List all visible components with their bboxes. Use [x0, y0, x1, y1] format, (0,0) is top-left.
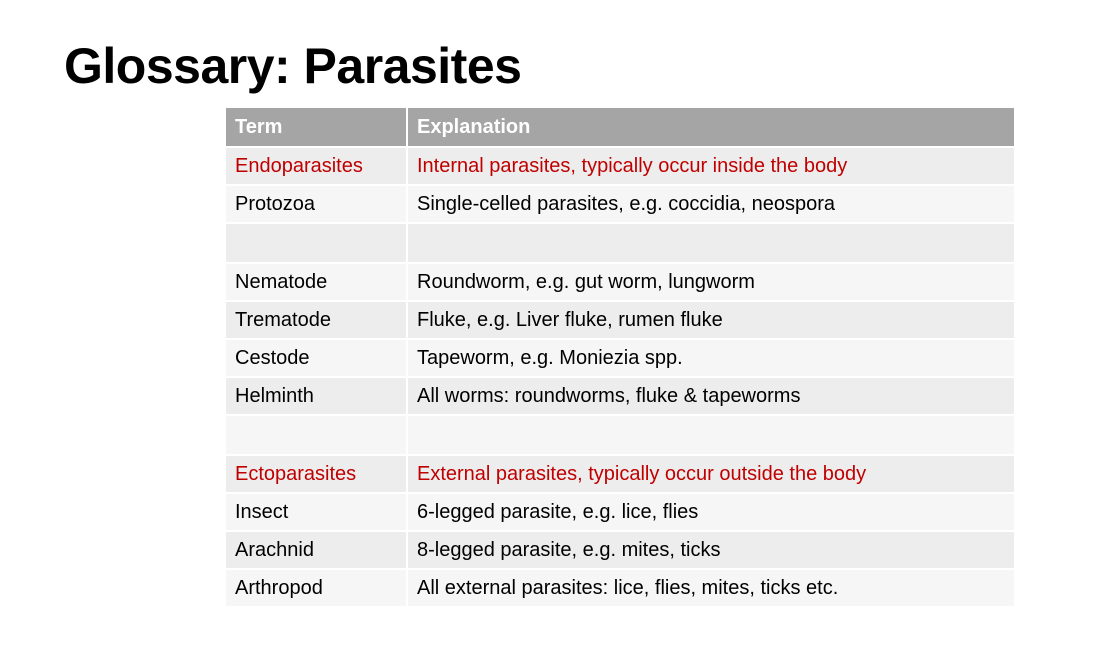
term-cell: [226, 224, 406, 264]
explanation-cell: External parasites, typically occur outside the body: [406, 456, 1014, 494]
table-row: [226, 494, 1014, 532]
table-row: [226, 340, 1014, 378]
term-cell: Helminth: [226, 378, 406, 416]
table-row: [226, 186, 1014, 224]
explanation-cell: Fluke, e.g. Liver fluke, rumen fluke: [406, 302, 1014, 340]
explanation-cell: [406, 416, 1014, 456]
explanation-cell: Roundworm, e.g. gut worm, lungworm: [406, 264, 1014, 302]
explanation-cell: Tapeworm, e.g. Moniezia spp.: [406, 340, 1014, 378]
table-row: [226, 378, 1014, 416]
explanation-cell: 8-legged parasite, e.g. mites, ticks: [406, 532, 1014, 570]
term-cell: Nematode: [226, 264, 406, 302]
table-spacer-row: [226, 224, 1014, 264]
table-row: [226, 532, 1014, 570]
explanation-cell: 6-legged parasite, e.g. lice, flies: [406, 494, 1014, 532]
term-cell: Ectoparasites: [226, 456, 406, 494]
column-header-explanation: Explanation: [406, 108, 1014, 148]
term-cell: Cestode: [226, 340, 406, 378]
term-cell: Arthropod: [226, 570, 406, 608]
table-row: [226, 264, 1014, 302]
term-cell: Endoparasites: [226, 148, 406, 186]
term-cell: Insect: [226, 494, 406, 532]
explanation-cell: [406, 224, 1014, 264]
explanation-cell: Internal parasites, typically occur inside the body: [406, 148, 1014, 186]
explanation-cell: Single-celled parasites, e.g. coccidia, neospora: [406, 186, 1014, 224]
table-row: [226, 570, 1014, 608]
explanation-cell: All external parasites: lice, flies, mites, ticks etc.: [406, 570, 1014, 608]
page-title: Glossary: Parasites: [64, 38, 522, 94]
table-row: [226, 456, 1014, 494]
table-row: [226, 302, 1014, 340]
term-cell: Trematode: [226, 302, 406, 340]
table-body: [226, 148, 1014, 608]
table-spacer-row: [226, 416, 1014, 456]
term-cell: [226, 416, 406, 456]
term-cell: Arachnid: [226, 532, 406, 570]
term-cell: Protozoa: [226, 186, 406, 224]
explanation-cell: All worms: roundworms, fluke & tapeworms: [406, 378, 1014, 416]
glossary-table: [226, 108, 1014, 608]
table-row: [226, 148, 1014, 186]
table-header-row: [226, 108, 1014, 148]
column-header-term: Term: [226, 108, 406, 148]
